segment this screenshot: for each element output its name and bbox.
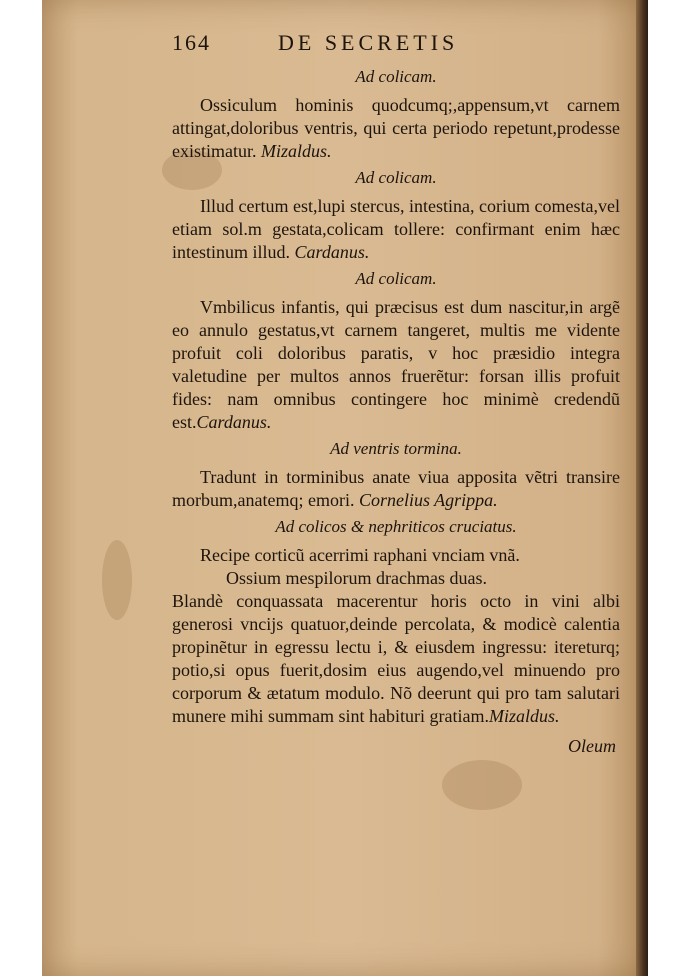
author-citation: Mizaldus. [261, 141, 332, 161]
section-body: Illud certum est,lupi stercus, intestina, corium comesta,vel etiam sol.m gestata,colicam tollere: confirmant enim hæc intestinum illud. Cardanus. [172, 196, 620, 262]
section-heading: Ad ventris tormina. [330, 439, 462, 458]
section-recipe [172, 516, 620, 728]
recipe-line: Ossium mespilorum drachmas duas. [226, 568, 487, 588]
running-title: DE SECRETIS [278, 30, 459, 55]
running-header [172, 30, 620, 64]
page-number: 164 [172, 30, 211, 55]
author-citation: Mizaldus. [488, 706, 560, 726]
author-citation: Cardanus. [294, 242, 370, 262]
section-body: Ossiculum hominis quodcumq;,appensum,vt carnem attingat,doloribus ventris, qui certa periodo repetunt,prodesse existimatur. Mizaldus. [172, 95, 620, 161]
section-body: Vmbilicus infantis, qui præcisus est dum nascitur,in argẽ eo annulo gestatus,vt carnem tangeret, multis me vidente profuit coli doloribus paratis, v hoc præsidio integra valetudine per multos annos fruerẽtur: forsan illis profuit fides: nam omnibus contingere hoc minimè credendũ est.Cardanus. [172, 297, 620, 432]
section-colicam-1 [172, 66, 620, 163]
section-body: Blandè conquassata macerentur horis octo in vini albi generosi vncijs quatuor,deinde percolata, & modicè calentia propinẽtur in egressu lectu i, & eiusdem ingressu: itereturq; potio,si opus fuerit,dosim eius augendo,vel minuendo pro corporum & ætatum modulo. Nõ deerunt qui pro tam salutari munere mihi summam sint habituri gratiam.Mizaldus. [172, 591, 620, 726]
author-citation: Cornelius Agrippa. [358, 490, 498, 510]
catchword: Oleum [568, 736, 616, 756]
section-heading: Ad colicam. [355, 168, 437, 187]
section-heading: Ad colicam. [355, 269, 437, 288]
section-ventris-tormina [172, 438, 620, 512]
author-citation: Cardanus. [196, 412, 272, 432]
recipe-line: Recipe corticũ acerrimi raphani vnciam vnã. [200, 545, 520, 565]
page-text [172, 30, 620, 757]
section-colicam-2 [172, 167, 620, 264]
section-heading: Ad colicam. [355, 67, 437, 86]
section-heading: Ad colicos & nephriticos cruciatus. [275, 517, 517, 536]
section-colicam-3 [172, 268, 620, 434]
page-binding-edge [636, 0, 648, 976]
section-body: Tradunt in torminibus anate viua apposita vẽtri transire morbum,anatemq; emori. Cornelius Agrippa. [172, 467, 620, 510]
